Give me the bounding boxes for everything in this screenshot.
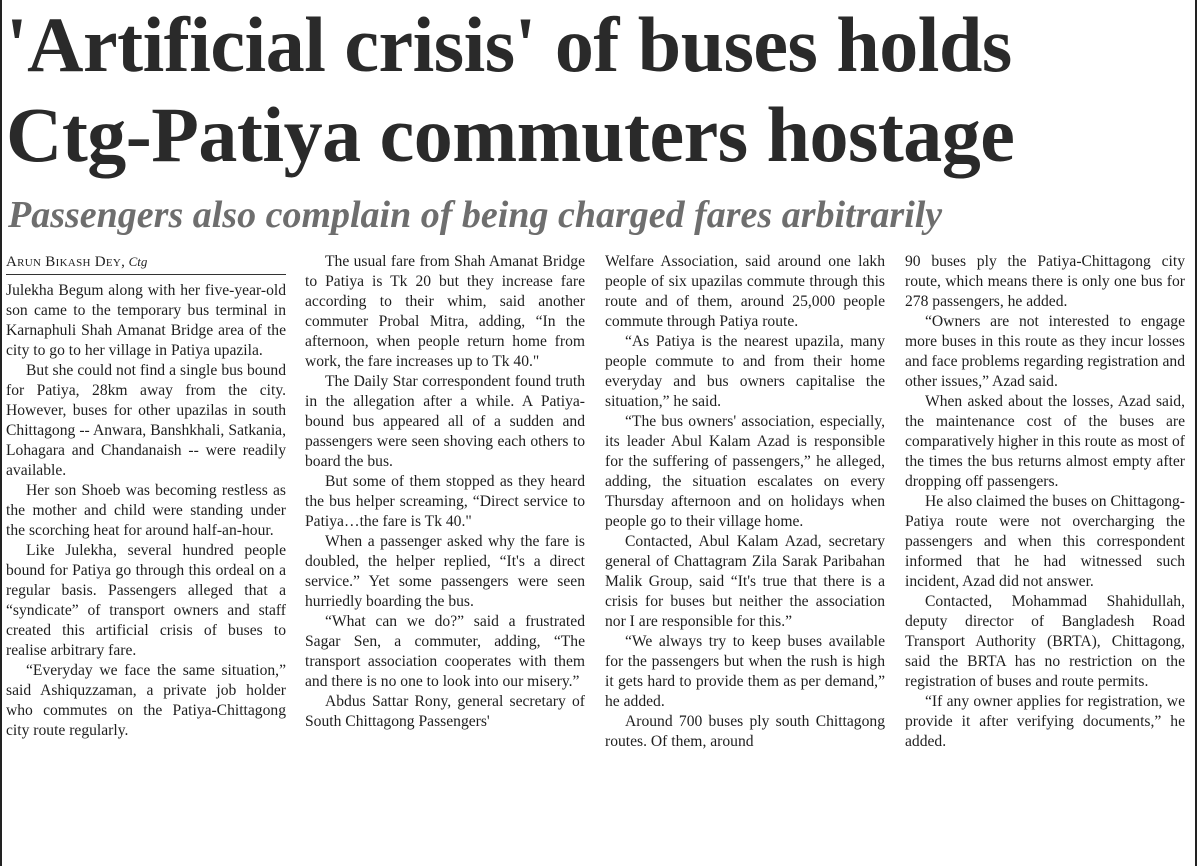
paragraph: The Daily Star correspondent found truth in the allegation after a while. A Patiya-bound bus appeared all of a sudden and passengers were seen shoving each others to board the bus. (305, 373, 585, 470)
article-column-4 (905, 252, 1185, 752)
subheadline: Passengers also complain of being charged fares arbitrarily (8, 194, 943, 236)
article-column-2 (305, 252, 585, 732)
paragraph: When asked about the losses, Azad said, the maintenance cost of the buses are comparatively higher in this route as most of the times the bus returns almost empty after dropping off passengers. (905, 393, 1185, 490)
article-column-1 (6, 252, 286, 741)
paragraph: “We always try to keep buses available for the passengers but when the rush is high it gets hard to provide them as per demand,” he added. (605, 633, 885, 710)
paragraph: “What can we do?” said a frustrated Sagar Sen, a commuter, adding, “The transport association cooperates with them and there is no one to look into our misery.” (305, 613, 585, 690)
paragraph: 90 buses ply the Patiya-Chittagong city route, which means there is only one bus for 278 passengers, he added. (905, 253, 1185, 310)
paragraph: The usual fare from Shah Amanat Bridge to Patiya is Tk 20 but they increase fare according to their whim, said another commuter Probal Mitra, adding, “In the afternoon, when people return home from work, the fare increases up to Tk 40." (305, 253, 585, 370)
paragraph: Contacted, Abul Kalam Azad, secretary general of Chattagram Zila Sarak Paribahan Malik Group, said “It's true that there is a crisis for buses but neither the association nor I are responsible for this.” (605, 533, 885, 630)
byline (6, 252, 286, 275)
paragraph: Around 700 buses ply south Chittagong routes. Of them, around (605, 713, 885, 750)
paragraph: “Everyday we face the same situation,” said Ashiquzzaman, a private job holder who commutes on the Patiya-Chittagong city route regularly. (6, 662, 286, 739)
headline (6, 0, 1196, 180)
paragraph: “If any owner applies for registration, we provide it after verifying documents,” he added. (905, 693, 1185, 750)
headline-line-2: Ctg-Patiya commuters hostage (6, 91, 1015, 178)
paragraph: Abdus Sattar Rony, general secretary of South Chittagong Passengers' (305, 693, 585, 730)
paragraph: Julekha Begum along with her five-year-old son came to the temporary bus terminal in Karnaphuli Shah Amanat Bridge area of the city to go to her village in Patiya upazila. (6, 282, 286, 359)
byline-author: Arun Bikash Dey, (6, 254, 126, 270)
byline-location: Ctg (128, 254, 148, 269)
paragraph: Like Julekha, several hundred people bound for Patiya go through this ordeal on a regular basis. Passengers alleged that a “syndicate” of transport owners and staff created this artificial crisis of buses to realise arbitrary fare. (6, 542, 286, 659)
paragraph: Contacted, Mohammad Shahidullah, deputy director of Bangladesh Road Transport Authority (BRTA), Chittagong, said the BRTA has no restriction on the registration of buses and route permits. (905, 593, 1185, 690)
paragraph: “As Patiya is the nearest upazila, many people commute to and from their home everyday and bus owners capitalise the situation,” he said. (605, 333, 885, 410)
paragraph: But she could not find a single bus bound for Patiya, 28km away from the city. However, buses for other upazilas in south Chittagong -- Anwara, Banshkhali, Satkania, Lohagara and Chandanaish -- were readily available. (6, 362, 286, 479)
paragraph: When a passenger asked why the fare is doubled, the helper replied, “It's a direct service.” Yet some passengers were seen hurriedly boarding the bus. (305, 533, 585, 610)
paragraph: He also claimed the buses on Chittagong-Patiya route were not overcharging the passengers and when this correspondent informed that he had witnessed such incident, Azad did not answer. (905, 493, 1185, 590)
paragraph: Her son Shoeb was becoming restless as the mother and child were standing under the scorching heat for around half-an-hour. (6, 482, 286, 539)
headline-line-1: 'Artificial crisis' of buses holds (6, 1, 1012, 88)
paragraph: Welfare Association, said around one lakh people of six upazilas commute through this route and of them, around 25,000 people commute through Patiya route. (605, 253, 885, 330)
paragraph: But some of them stopped as they heard the bus helper screaming, “Direct service to Patiya…the fare is Tk 40." (305, 473, 585, 530)
article-column-3 (605, 252, 885, 752)
paragraph: “The bus owners' association, especially, its leader Abul Kalam Azad is responsible for the suffering of passengers,” he alleged, adding, the situation escalates on every Thursday afternoon and on holidays when people go to their village home. (605, 413, 885, 530)
paragraph: “Owners are not interested to engage more buses in this route as they incur losses and face problems regarding registration and other issues,” Azad said. (905, 313, 1185, 390)
